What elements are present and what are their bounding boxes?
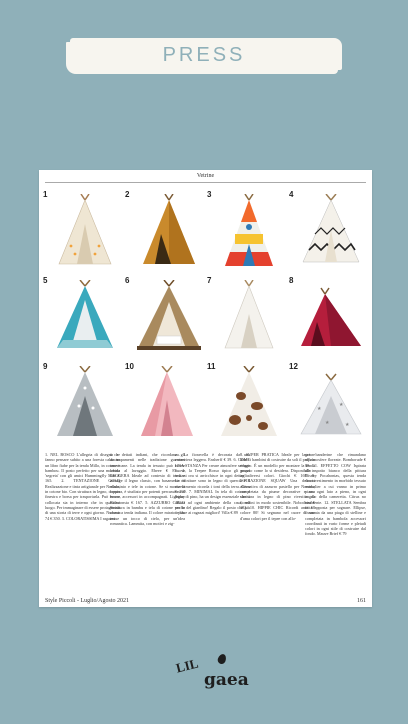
teepee-minimal-icon [213,280,285,360]
teepee-turquoise-icon [49,280,121,360]
item-number: 5 [43,276,48,285]
item-number: 11 [207,362,216,371]
teepee-cow-icon [213,366,285,446]
teepee-item-6 [125,276,205,360]
logo-gaea-mark: gaea [204,670,249,690]
magazine-page[interactable] [39,170,372,607]
teepee-cream-icon [49,194,121,274]
teepee-pattern-icon [295,194,367,274]
svg-text:★: ★ [317,407,322,412]
teepee-stars-icon [295,366,367,446]
item-number: 7 [207,276,212,285]
teepee-item-7 [207,276,287,360]
item-number: 8 [289,276,294,285]
text-column: za. La fioravella è decorata da una zanzariera leggera. Ensherff € 39. 6. COME UNA STANZA Per creare atmosfere sempre nuove, la Teepee Rosso tipico gli pozzi indiani ora si arricchisce in ogni dettaglio. Le rifiniture sono in legno di quercia e il rivestimento ricorda i toni della terra. Citro € 269. 7. MINIMAL In tela di cotone e legno di pino, ha un design essenziale che si adatta ad ogni ambiente della casa, ma anche del giardino! Regalo il posto che più ti piace ai ragazzi migliori! Villa € 89 [175,452,250,516]
svg-text:★: ★ [345,423,350,428]
teepee-item-3 [207,190,287,274]
teepee-item-9 [43,362,123,446]
teepee-item-10 [125,362,205,446]
text-column: ta e dettati indiani, che ricordano gli accampamenti nelle tradizione guerrieri americane. La tenda in tessuto può essere lavata al lavaggio. Ebeee € 87. 4. LEGGERA Ideale ad contesto di terra e arrange il legno classic, con basamento in alluminio e tele in cotone. Se si monta la camera, è studiato per potenti percussioni al bosco, accessori in accompagnati. Lightday Kidsvonsta € 167. 5. AZZURRO CIELO Struttura in bambu e tela di cotone per la classica tenda indiana. Il colore mirato e blu tenue un tocco di cielo, per un'idea romantica. Lammita, con motivi e zig- [110,452,185,526]
press-title: PRESS [162,44,246,66]
teepee-gold-icon [131,194,203,274]
teepee-item-2 [125,190,205,274]
text-column: 1. NEL BOSCO L'allegria di disegni che fanno pensare subito a una foresta calda tra un libro fiabe per la tenda Millo, in cotone e bambou. Il posto perfetto per una morbida 'segreta' con gli amici Hummingfly Mini € 165. 2. TENTAZIONE GOLD Realizzazione e tinta artigianale per Nevada, in cotone bio. Con struttura in legno, doppia finestra e borsa per trasportarla. Può essere collocata sia in interno che in qualsiasi luogo. Per immaginare di essere protagonisti di una storia di terre e ogni giorno. Numero 74 € 350. 3. COLORATISSIMA I ragazzi [45,452,120,521]
svg-text:★: ★ [325,421,330,426]
page-header: Vetrine [196,173,215,179]
teepee-item-8 [289,276,369,360]
lilgaea-logo [176,652,256,702]
item-number: 6 [125,276,130,285]
item-number: 3 [207,190,212,199]
logo-drop-icon [217,653,228,665]
header-divider [45,182,366,183]
teepee-red-icon [295,280,367,360]
text-column: 8. SUPER PRATICA Ideale per lasciare liberi i bambini di costruire da soli il proprio rifugio. È un modello per montare la tenda proprio come lo si desidera. Disponibile in tre diversi colori. Giochi € 169. 9. ISPIRAZIONE SQUAW Una delicata alternativa di azzurro pastello per Nevada, completata da piume decorative e una struttura in legno di pino rivestita da fiorellini in modo sostenibile. Nobodium € 182. 10. HIPPIE CHIC Ricordi anni 60 colore 80! Si segnano nel cuore di una d'ama colori per il tepee con allo- [240,452,315,521]
page-footer-title: Style Piccoli - Luglio/Agosto 2021 [45,598,129,604]
item-number: 4 [289,190,294,199]
teepee-item-4 [289,190,369,274]
teepee-colorful-icon [213,194,285,274]
teepee-room-icon [131,280,203,360]
teepee-grey-icon [49,366,121,446]
teepee-item-5 [43,276,123,360]
item-number: 10 [125,362,134,371]
item-number: 1 [43,190,48,199]
teepee-item-11 [207,362,287,446]
svg-text:★: ★ [339,403,344,408]
item-number: 9 [43,362,48,371]
article-text [45,452,366,592]
item-number: 12 [289,362,298,371]
page-number: 161 [357,598,366,604]
item-number: 2 [125,190,130,199]
text-column: gre banderine che rimandano all'atmosfere floreate. Bomborude € 89. 11. EFFETTO COW Ispirata allo spotto bianco della pittura Disney Pocahontas, questa tenda con rivestimento in morbido tessuto animalier a cui vanno in primo piano ogni lato a pieno, in ogni angolo della cameretta. Citrus no visibiente. 12. STELLATA Sembra fatta apposta per sognare. Ellipse, fissavata da una piaga di stelline e completata in bambola accessori coordinati in vario forme e pleiadi colori in ogni stile di costruire dal fondo. Mauve Brief € 79 [305,452,366,537]
teepee-grid [39,190,372,448]
logo-lil-mark: LIL [174,655,200,676]
press-banner [70,38,338,74]
teepee-item-12 [289,362,369,446]
teepee-pink-icon [131,366,203,446]
teepee-item-1 [43,190,123,274]
